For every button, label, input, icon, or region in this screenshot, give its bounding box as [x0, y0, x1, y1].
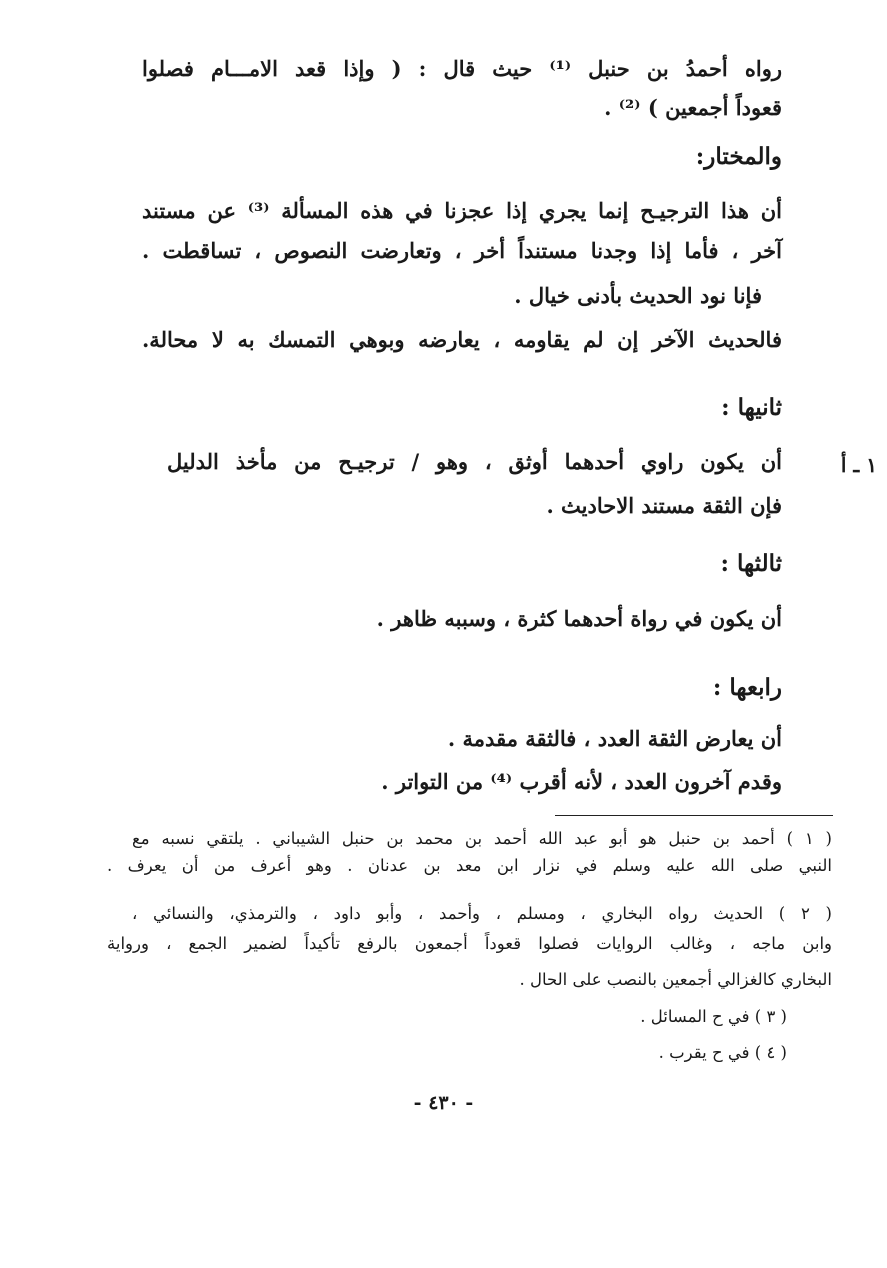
- page-number: - ٤٣٠ -: [413, 1092, 474, 1114]
- footnote-line-7: ( ٤ ) في ح يقرب .: [658, 1043, 787, 1062]
- footnote-line-6: ( ٣ ) في ح المسائل .: [640, 1007, 787, 1026]
- footnote-divider: [555, 815, 833, 816]
- body-line-2: قعوداً أجمعين ) ⁽²⁾ .: [604, 95, 782, 120]
- body-line-10: أن يعارض الثقة العدد ، فالثقة مقدمة .: [447, 726, 782, 751]
- heading-thalithuha: ثالثها :: [720, 550, 782, 577]
- footnote-line-5: البخاري كالغزالي أجمعين بالنصب على الحال .: [519, 970, 832, 989]
- heading-rabiuha: رابعها :: [712, 674, 782, 701]
- body-line-9: أن يكون في رواة أحدهما كثرة ، وسببه ظاهر .: [376, 606, 782, 631]
- heading-almukhtar: والمختار:: [695, 143, 782, 170]
- body-line-11: وقدم آخرون العدد ، لأنه أقرب ⁽⁴⁾ من التواتر .: [381, 769, 782, 794]
- body-line-8: فإن الثقة مستند الاحاديث .: [546, 493, 782, 518]
- body-line-3: أن هذا الترجيـح إنما يجري إذا عجزنا في هذه المسألة ⁽³⁾ عن مستند: [142, 198, 783, 223]
- body-line-4: آخر ، فأما إذا وجدنا مستنداً أخر ، وتعارضت النصوص ، تساقطت .: [142, 238, 782, 263]
- footnote-line-2: النبي صلى الله عليه وسلم في نزار ابن معد بن عدنان . وهو أعرف من أن يعرف .: [107, 856, 832, 875]
- footnote-line-3: ( ٢ ) الحديث رواه البخاري ، ومسلم ، وأحمد ، وأبو داود ، والترمذي، والنسائي ،: [132, 904, 832, 923]
- footnote-line-4: وابن ماجه ، وغالب الروايات فصلوا قعوداً أجمعون بالرفع تأكيداً لضمير الجمع ، ورواية: [107, 934, 832, 953]
- margin-note: ١ ـ أ: [840, 453, 877, 477]
- body-line-7: أن يكون راوي أحدهما أوثق ، وهو / ترجيـح من مأخذ الدليل: [167, 449, 782, 474]
- heading-thaniha: ثانيها :: [721, 394, 782, 421]
- footnote-line-1: ( ١ ) أحمد بن حنبل هو أبو عبد الله أحمد بن محمد بن حنبل الشيباني . يلتقي نسبه مع: [132, 829, 832, 848]
- body-line-1: رواه أحمدُ بن حنبل ⁽¹⁾ حيث قال : ( وإذا قعد الامـــام فصلوا: [142, 56, 782, 81]
- body-line-6: فالحديث الآخر إن لم يقاومه ، يعارضه وبوهي التمسك به لا محالة.: [142, 327, 782, 352]
- body-line-5: فإنا نود الحديث بأدنى خيال .: [514, 283, 762, 308]
